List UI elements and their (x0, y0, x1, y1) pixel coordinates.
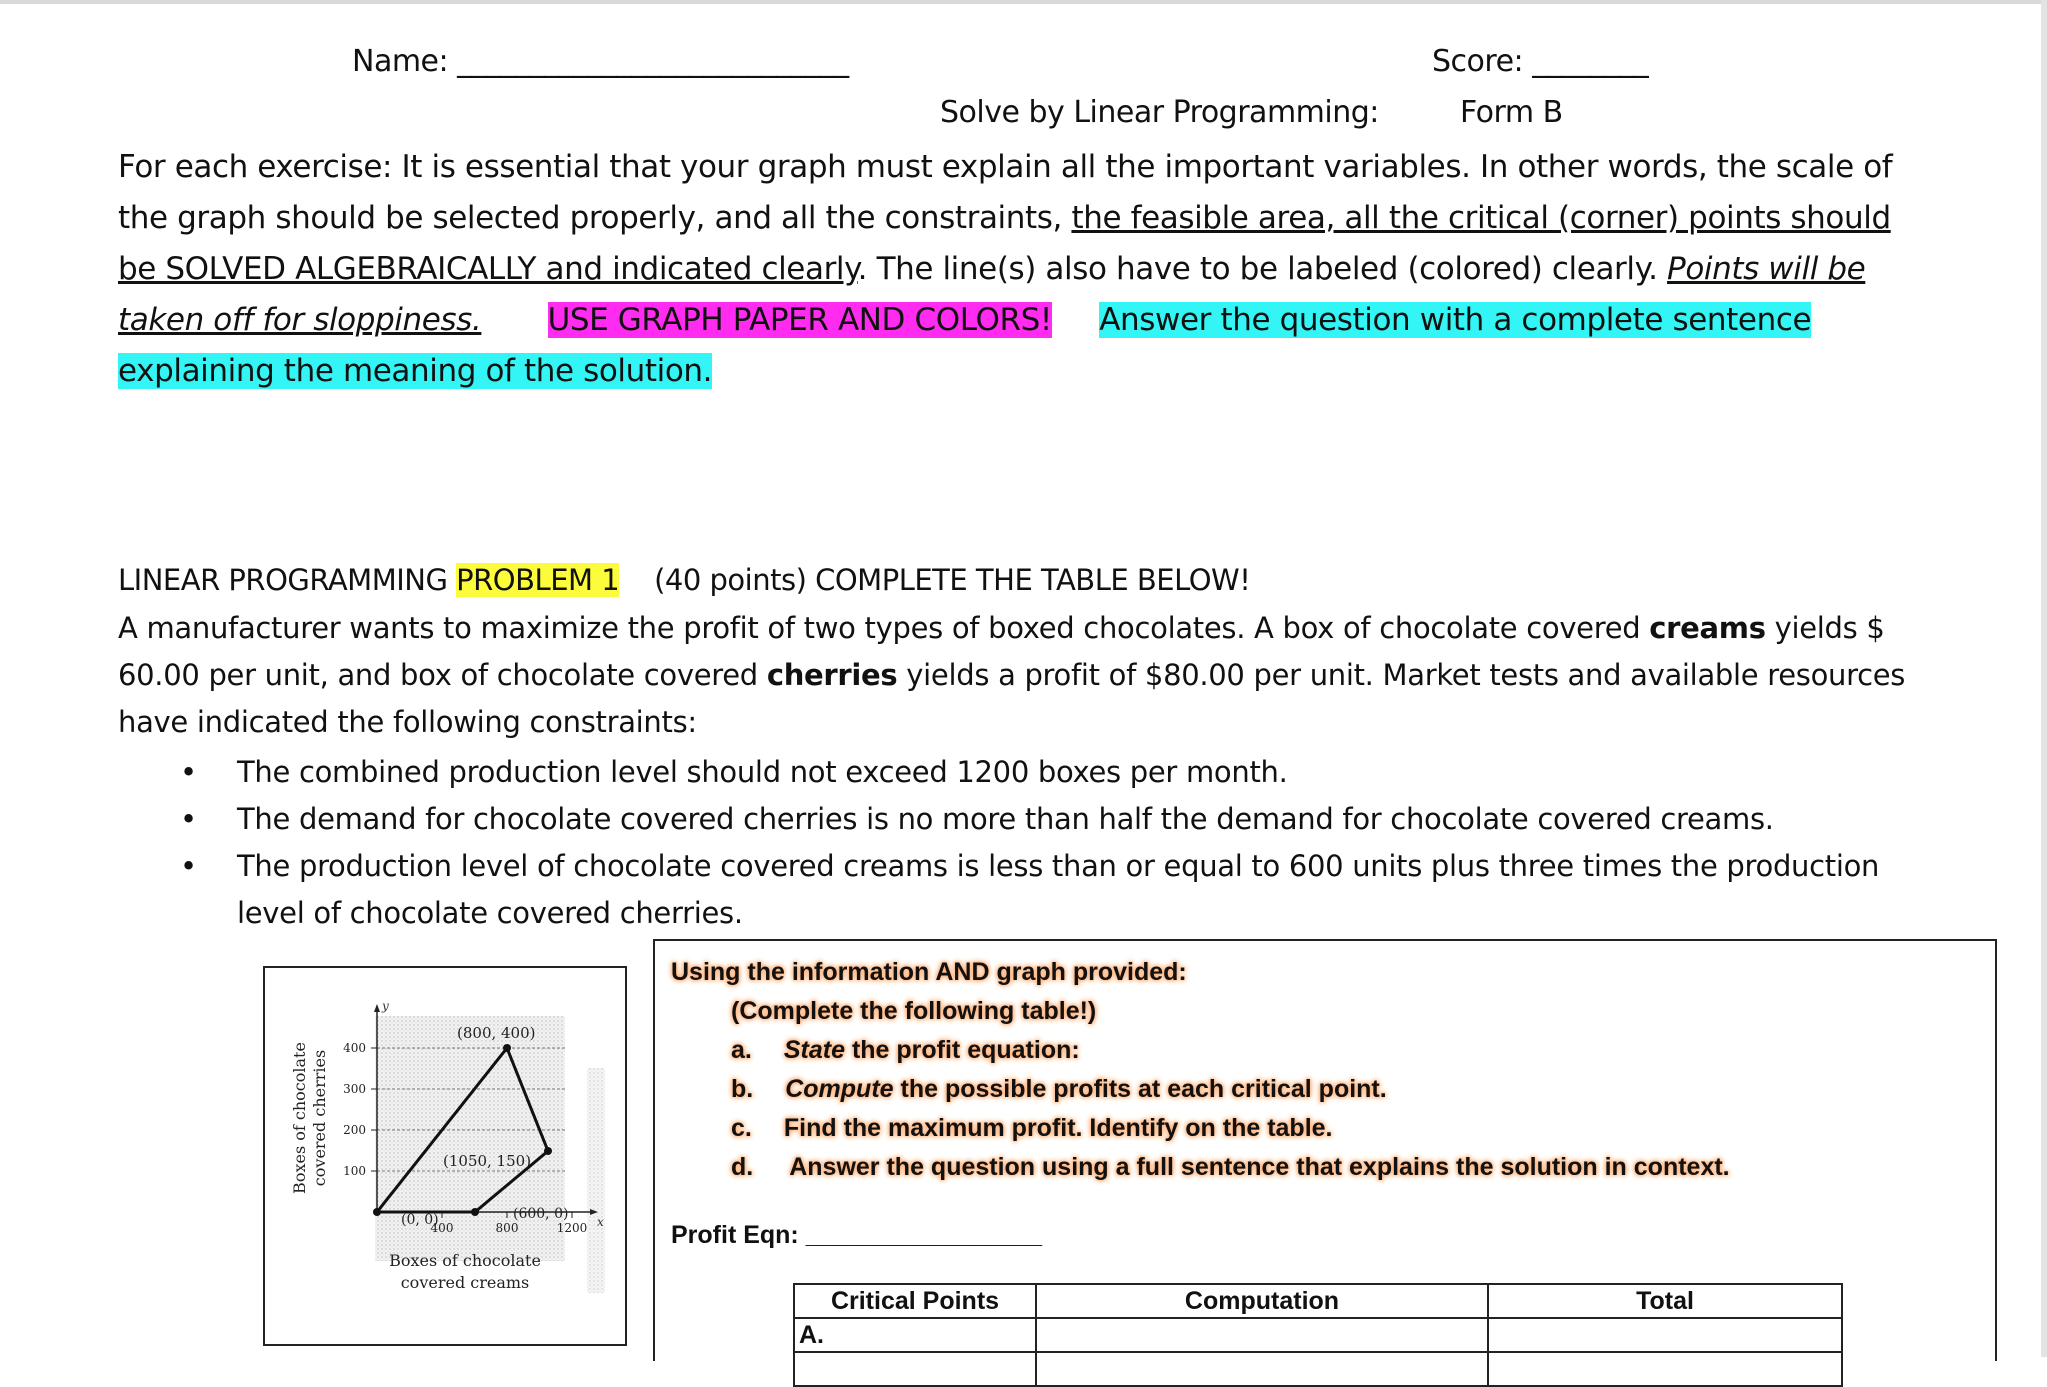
info-heading: Using the information AND graph provided: (671, 958, 1187, 986)
score-label: Score: (1432, 44, 1524, 79)
point-label-800-400: (800, 400) (457, 1024, 536, 1042)
profit-equation-blank: _________________ (805, 1221, 1043, 1249)
table-row (794, 1352, 1842, 1386)
corner-point-800-400 (503, 1044, 511, 1052)
score-blank: ________ (1532, 44, 1649, 79)
header-total: Total (1488, 1284, 1842, 1318)
point-label-0-0: (0, 0) (401, 1212, 439, 1228)
item-text: Answer the question using a full sentence that explains the solution in context. (789, 1153, 1730, 1181)
problem-body (118, 605, 1918, 746)
corner-point-0-0 (373, 1208, 381, 1216)
problem-body-a: A manufacturer wants to maximize the profit of two types of boxed chocolates. A box of chocolate covered (118, 611, 1650, 645)
y-axis-arrow-icon (374, 1004, 380, 1012)
item-letter: d. (731, 1153, 754, 1181)
header-computation: Computation (1036, 1284, 1488, 1318)
problem-body-b: yields $ 60.00 per unit, and box of chocolate covered (118, 611, 1885, 692)
bullet-icon: • (180, 802, 197, 836)
x-tick-label: 400 (430, 1221, 454, 1235)
info-item-d (731, 1153, 1730, 1182)
scan-edge-texture (587, 1068, 605, 1293)
item-emphasis: Compute (785, 1075, 894, 1103)
critical-points-table (793, 1283, 1843, 1387)
problem-heading (118, 563, 1250, 597)
x-tick-label: 800 (495, 1221, 519, 1235)
info-item-b (731, 1075, 1387, 1104)
problem-creams: creams (1649, 611, 1766, 645)
point-label-600-0: (600, 0) (513, 1206, 569, 1222)
item-text: the possible profits at each critical point. (893, 1075, 1387, 1103)
corner-point-1050-150 (544, 1147, 552, 1155)
bullet-icon: • (180, 755, 197, 789)
y-axis-letter: y (382, 999, 389, 1013)
x-axis-letter: x (597, 1215, 604, 1229)
feasible-region-graph (263, 966, 627, 1346)
info-item-c (731, 1114, 1333, 1143)
scrollbar[interactable] (2041, 0, 2047, 1357)
y-tick-label: 200 (343, 1123, 366, 1137)
profit-equation-label: Profit Eqn: (671, 1221, 806, 1249)
name-field[interactable] (352, 44, 849, 79)
y-axis-label-line2: covered cherries (310, 1049, 329, 1187)
item-letter: c. (731, 1114, 752, 1142)
point-label-1050-150: (1050, 150) (443, 1152, 532, 1170)
problem-heading-suffix: (40 points) COMPLETE THE TABLE BELOW! (654, 563, 1251, 597)
total-cell[interactable] (1488, 1352, 1842, 1386)
item-letter: a. (731, 1036, 752, 1064)
critical-point-cell[interactable] (794, 1352, 1036, 1386)
instructions-paragraph (118, 142, 1918, 397)
computation-cell[interactable] (1036, 1318, 1488, 1352)
y-tick-label: 100 (343, 1164, 366, 1178)
constraints-list (180, 749, 1880, 937)
problem-body-c: yields a profit of $80.00 per unit. Market tests and available resources have indicated the following constraints: (118, 658, 1906, 739)
constraint-item (180, 843, 1880, 937)
page-top-edge (0, 0, 2047, 4)
y-tick-label: 300 (343, 1082, 366, 1096)
constraint-item (180, 749, 1880, 796)
name-label: Name: (352, 44, 449, 79)
y-axis-label-line1: Boxes of chocolate (290, 1042, 309, 1194)
corner-point-600-0 (471, 1208, 479, 1216)
instructions-text-1: For each exercise: It is essential that your graph must explain all the important variables. In other words, the scale of the graph should be selected properly, and all the constraints, (118, 149, 1893, 236)
y-tick-label: 400 (343, 1041, 366, 1055)
graph-paper-highlight: USE GRAPH PAPER AND COLORS! (547, 302, 1052, 338)
x-axis-label-line2: covered creams (400, 1273, 530, 1292)
total-cell[interactable] (1488, 1318, 1842, 1352)
constraint-item (180, 796, 1880, 843)
score-field[interactable] (1432, 44, 1648, 79)
profit-equation-field[interactable] (671, 1221, 1042, 1250)
instructions-text-2: . The line(s) also have to be labeled (colored) clearly. (857, 251, 1668, 287)
x-axis-label-line1: Boxes of chocolate (389, 1251, 541, 1270)
item-text: Find the maximum profit. Identify on the table. (783, 1114, 1333, 1142)
instructions-sloppiness: Points will be taken off for sloppiness. (118, 251, 1866, 338)
info-subheading: (Complete the following table!) (731, 997, 1097, 1025)
table-row (794, 1318, 1842, 1352)
form-label: Form B (1460, 95, 1563, 130)
answer-sentence-highlight: Answer the question with a complete sentence explaining the meaning of the solution. (118, 302, 1812, 389)
info-item-a (731, 1036, 1080, 1065)
problem-number-highlight: PROBLEM 1 (456, 563, 620, 597)
constraint-text: The production level of chocolate covered creams is less than or equal to 600 units plus three times the production level of chocolate covered cherries. (237, 849, 1880, 930)
constraint-text: The demand for chocolate covered cherries is no more than half the demand for chocolate covered creams. (237, 802, 1774, 836)
critical-point-cell[interactable]: A. (794, 1318, 1036, 1352)
item-emphasis: State (783, 1036, 845, 1064)
instructions-underlined: the feasible area, all the critical (corner) points should be SOLVED ALGEBRAICALLY and indicated clearly (118, 200, 1891, 287)
problem-cherries: cherries (766, 658, 898, 692)
table-header-row (794, 1284, 1842, 1318)
bullet-icon: • (180, 849, 197, 883)
item-text: the profit equation: (845, 1036, 1080, 1064)
item-letter: b. (731, 1075, 754, 1103)
constraint-text: The combined production level should not exceed 1200 boxes per month. (237, 755, 1288, 789)
header-critical-points: Critical Points (794, 1284, 1036, 1318)
x-tick-label: 1200 (556, 1221, 588, 1235)
problem-heading-prefix: LINEAR PROGRAMMING (118, 563, 457, 597)
computation-cell[interactable] (1036, 1352, 1488, 1386)
name-blank: ___________________________ (457, 44, 849, 79)
graph-svg (265, 968, 625, 1344)
worksheet-title: Solve by Linear Programming: (940, 95, 1379, 130)
